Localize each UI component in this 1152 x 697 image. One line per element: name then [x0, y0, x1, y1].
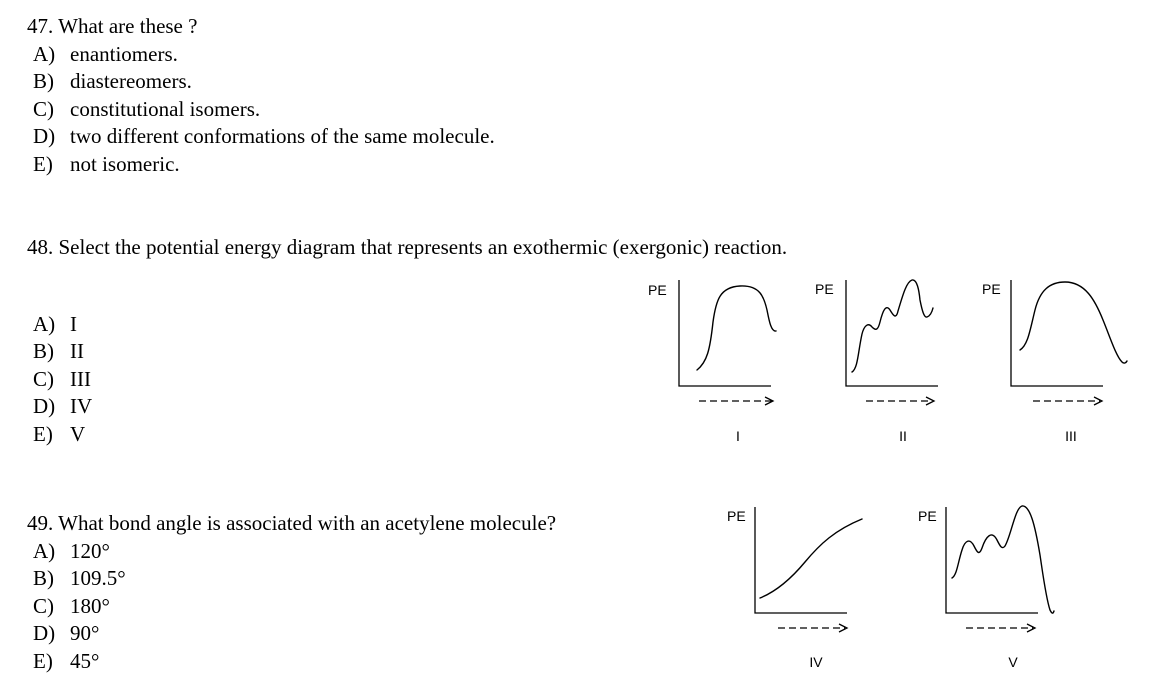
option-text: I: [70, 311, 77, 336]
energy-curve: [1020, 282, 1127, 363]
option-text: III: [70, 366, 91, 391]
question-stem: 49. What bond angle is associated with an acetylene molecule?: [27, 511, 557, 535]
pe-axes: [679, 280, 771, 386]
pe-diagram-iv: [727, 507, 862, 670]
option-text: IV: [70, 394, 93, 418]
option-text: 45°: [70, 648, 100, 673]
option-text: two different conformations of the same molecule.: [70, 124, 495, 148]
option-letter: A): [33, 538, 56, 563]
option-letter: C): [33, 96, 54, 121]
question-stem: 48. Select the potential energy diagram that represents an exothermic (exergonic) reaction.: [27, 235, 788, 259]
option-letter: B): [33, 339, 54, 363]
option-letter: A): [33, 41, 56, 66]
option-text: 180°: [70, 593, 110, 618]
diagram-number: V: [1008, 654, 1018, 670]
option-text: 90°: [70, 621, 100, 645]
pe-axes: [755, 507, 847, 613]
option-text: constitutional isomers.: [70, 96, 261, 121]
pe-diagram-i: [648, 280, 776, 444]
energy-curve: [760, 519, 862, 598]
pe-axis-label: PE: [648, 282, 667, 298]
diagram-number: I: [736, 428, 740, 444]
option-text: enantiomers.: [70, 41, 178, 66]
option-text: V: [70, 421, 86, 446]
pe-axis-label: PE: [982, 281, 1001, 297]
option-letter: D): [33, 394, 56, 418]
pe-axis-label: PE: [815, 281, 834, 297]
option-text: diastereomers.: [70, 69, 192, 93]
energy-curve: [952, 506, 1054, 613]
option-letter: B): [33, 566, 54, 590]
option-text: not isomeric.: [70, 151, 180, 176]
diagram-number: III: [1065, 428, 1077, 444]
option-letter: E): [33, 421, 53, 446]
pe-axis-label: PE: [918, 508, 937, 524]
option-text: 109.5°: [70, 566, 126, 590]
energy-curve: [852, 280, 933, 372]
option-text: 120°: [70, 538, 110, 563]
option-letter: E): [33, 648, 53, 673]
pe-diagram-ii: [815, 280, 938, 444]
diagram-number: IV: [809, 654, 823, 670]
pe-axes: [1011, 280, 1103, 386]
question-stem: 47. What are these ?: [27, 14, 198, 38]
option-letter: A): [33, 311, 56, 336]
pe-axes: [846, 280, 938, 386]
energy-curve: [697, 286, 776, 370]
option-letter: B): [33, 69, 54, 93]
option-text: II: [70, 339, 84, 363]
option-letter: C): [33, 366, 54, 391]
pe-diagram-iii: [982, 280, 1127, 444]
option-letter: D): [33, 621, 56, 645]
arrow-head-icon: [1027, 624, 1035, 632]
option-letter: C): [33, 593, 54, 618]
diagram-number: II: [899, 428, 907, 444]
arrow-head-icon: [1094, 397, 1102, 405]
pe-axis-label: PE: [727, 508, 746, 524]
option-letter: E): [33, 151, 53, 176]
pe-diagram-v: [918, 506, 1054, 670]
option-letter: D): [33, 124, 56, 148]
arrow-head-icon: [839, 624, 847, 632]
